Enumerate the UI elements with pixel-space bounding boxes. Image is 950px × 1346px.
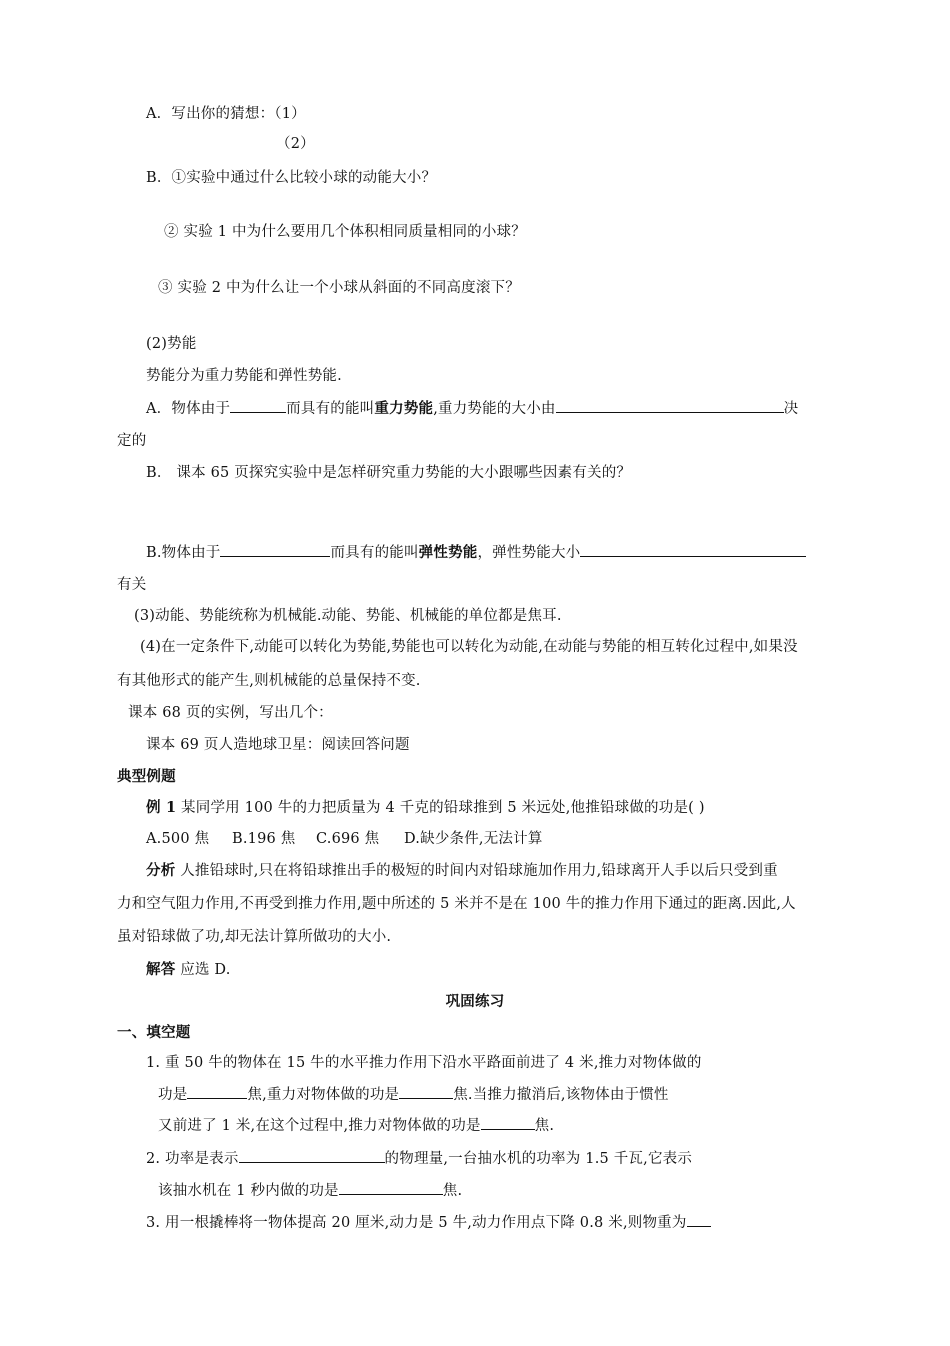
- q1-text-e: 焦.: [534, 1118, 555, 1134]
- q2-text-c: 该抽水机在 1 秒内做的功是: [158, 1183, 339, 1199]
- analysis-line1: [146, 861, 778, 881]
- q1-text-d: 又前进了 1 米,在这个过程中,推力对物体做的功是: [158, 1118, 481, 1134]
- gravity-blank-2: [556, 398, 784, 413]
- textbook-b-question: B． 课本 65 页探究实验中是怎样研究重力势能的大小跟哪些因素有关的？: [146, 465, 632, 481]
- q1-text-a: 功是: [158, 1087, 188, 1103]
- textbook-page69: 课本 69 页人造地球卫星：阅读回答问题: [146, 737, 410, 753]
- q3-blank-1: [687, 1212, 711, 1227]
- example-heading: 典型例题: [117, 768, 176, 785]
- question-3: ③ 实验 2 中为什么让一个小球从斜面的不同高度滚下？: [158, 280, 520, 296]
- practice-title: 巩固练习: [445, 993, 505, 1010]
- practice-section: 一、填空题: [117, 1024, 191, 1041]
- example-text: 某同学用 100 牛的力把质量为 4 千克的铅球推到 5 米远处,他推铅球做的功是( ): [176, 800, 705, 816]
- question-b-intro: B．①实验中通过什么比较小球的动能大小？: [146, 170, 437, 186]
- elastic-blank-2: [580, 542, 806, 557]
- example-question: [146, 798, 705, 818]
- elastic-text-2: 而具有的能叫: [330, 545, 419, 561]
- elastic-term: 弹性势能: [418, 544, 478, 561]
- gravity-text-4: 决: [783, 401, 799, 417]
- potential-intro: 势能分为重力势能和弹性势能.: [146, 368, 342, 384]
- gravity-blank-1: [230, 398, 286, 413]
- elastic-text-1: B.物体由于: [146, 545, 221, 561]
- textbook-page68: 课本 68 页的实例，写出几个：: [128, 705, 333, 721]
- guess-a-line: [146, 104, 306, 124]
- practice-q3-line1: [146, 1212, 711, 1233]
- analysis-line2: 力和空气阻力作用,不再受到推力作用,题中所述的 5 米并不是在 100 牛的推力作用下通过的距离.因此,人: [117, 896, 796, 912]
- q2-text-d: 焦.: [442, 1183, 463, 1199]
- question-2: ② 实验 1 中为什么要用几个体积相同质量相同的小球？: [164, 224, 526, 240]
- elastic-definition-end: 有关: [117, 577, 147, 593]
- practice-q2-line1: [146, 1148, 692, 1169]
- gravity-definition-line: [146, 398, 798, 419]
- analysis-text-1: 人推铅球时,只在将铅球推出手的极短的时间内对铅球施加作用力,铅球离开人手以后只受到重: [175, 863, 778, 879]
- q1-blank-3: [481, 1115, 535, 1130]
- q1-text-c: 焦.当推力撤消后,该物体由于惯性: [453, 1087, 669, 1103]
- mechanical-p4-line1: (4)在一定条件下,动能可以转化为势能,势能也可以转化为动能,在动能与势能的相互转化过程中,如果没: [140, 639, 798, 655]
- q1-blank-1: [187, 1084, 247, 1099]
- elastic-blank-1: [220, 542, 330, 557]
- elastic-text-3: ，弹性势能大小: [477, 545, 581, 561]
- practice-q2-line2: [158, 1180, 462, 1201]
- potential-heading: (2)势能: [146, 336, 197, 352]
- guess-a-second: （2）: [276, 136, 315, 152]
- q3-text: 3. 用一根撬棒将一物体提高 20 厘米,动力是 5 牛,动力作用点下降 0.8 米,则物重为: [146, 1215, 687, 1231]
- q1-text-b: 焦,重力对物体做的功是: [247, 1087, 400, 1103]
- example-option-c: C.696 焦: [316, 831, 380, 847]
- analysis-line3: 虽对铅球做了功,却无法计算所做功的大小.: [117, 929, 392, 945]
- q2-blank-2: [339, 1180, 443, 1195]
- gravity-definition-end: 定的: [117, 433, 147, 449]
- mechanical-p4-line2: 有其他形式的能产生,则机械能的总量保持不变.: [117, 673, 421, 689]
- analysis-label: 分析: [146, 862, 176, 879]
- answer-label: 解答: [146, 961, 176, 978]
- answer-text: 应选 D.: [175, 962, 231, 978]
- example-option-a: A.500 焦: [146, 831, 210, 847]
- gravity-text-1: A．物体由于: [146, 401, 231, 417]
- mechanical-p3: (3)动能、势能统称为机械能.动能、势能、机械能的单位都是焦耳.: [134, 608, 562, 624]
- q1-blank-2: [399, 1084, 453, 1099]
- practice-q1-line3: [158, 1115, 554, 1136]
- practice-q1-line2: [158, 1084, 669, 1105]
- example-option-d: D.缺少条件,无法计算: [404, 831, 543, 847]
- example-label: 例 1: [146, 799, 177, 816]
- example-option-b: B.196 焦: [232, 831, 296, 847]
- elastic-definition-line: [146, 542, 806, 563]
- q2-blank-1: [239, 1148, 385, 1163]
- answer-line: [146, 960, 231, 980]
- q2-text-a: 2. 功率是表示: [146, 1151, 239, 1167]
- gravity-text-3: ,重力势能的大小由: [433, 401, 556, 417]
- q2-text-b: 的物理量,一台抽水机的功率为 1.5 千瓦,它表示: [384, 1151, 693, 1167]
- guess-a-label: A．写出你的猜想：（1）: [146, 106, 306, 122]
- gravity-text-2: 而具有的能叫: [286, 401, 375, 417]
- gravity-term: 重力势能: [374, 400, 434, 417]
- practice-q1-line1: 1. 重 50 牛的物体在 15 牛的水平推力作用下沿水平路面前进了 4 米,推力对物体做的: [146, 1055, 702, 1071]
